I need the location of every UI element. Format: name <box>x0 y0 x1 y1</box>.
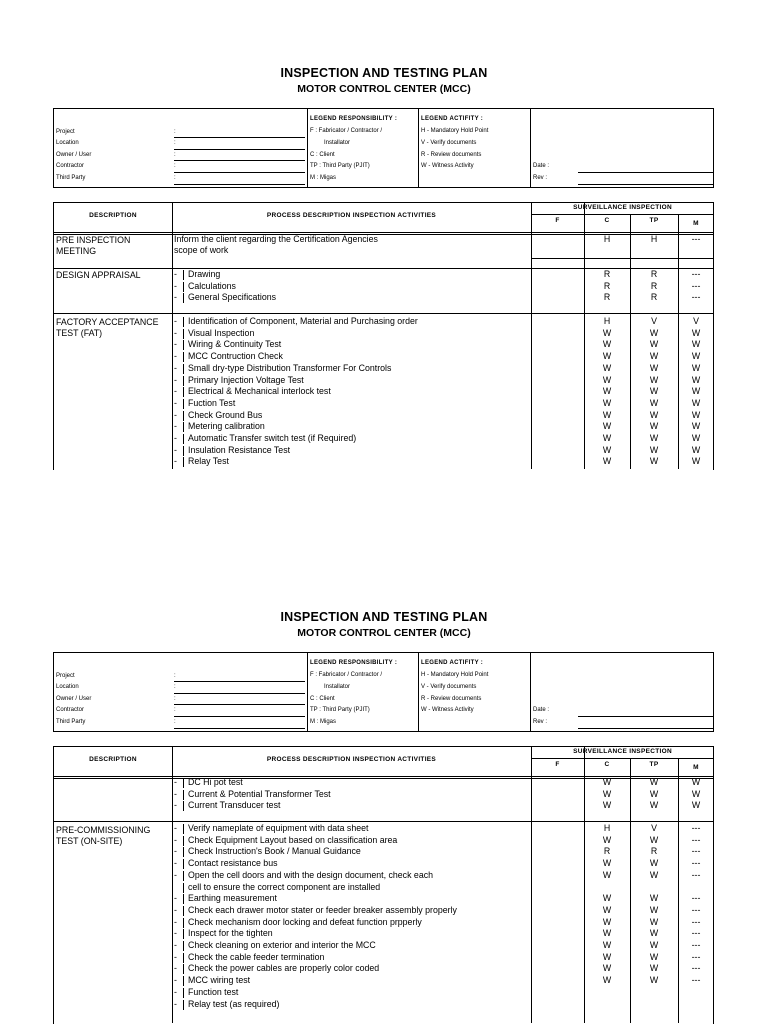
mark-c: W <box>602 397 612 408</box>
col-surveillance: SURVEILLANCE INSPECTION <box>573 204 672 211</box>
mark-tp: W <box>649 788 659 799</box>
activity-text: Check Equipment Layout based on classification area <box>188 834 398 845</box>
owner-label: Owner / User <box>56 696 92 702</box>
activity-row <box>174 375 304 387</box>
colon: : <box>174 719 176 725</box>
mark-tp: W <box>649 869 659 880</box>
legend-resp-item: Installator <box>324 140 351 146</box>
colon: : <box>174 684 176 690</box>
location-label: Location <box>56 684 79 690</box>
activity-text: Small dry-type Distribution Transformer For Controls <box>188 362 392 373</box>
rev-label: Rev : <box>533 719 548 725</box>
legend-act-item: V - Verify documents <box>421 684 477 690</box>
document-subtitle: MOTOR CONTROL CENTER (MCC) <box>297 83 471 95</box>
mark-tp: W <box>649 951 659 962</box>
activity-text: Wiring & Continuity Test <box>188 339 282 350</box>
mark-tp: V <box>651 823 657 833</box>
row-bullet: - <box>174 858 177 869</box>
row-bullet: - <box>174 386 177 397</box>
mark-c: W <box>602 362 612 373</box>
mark-m: --- <box>691 846 701 857</box>
section-description: DESIGN APPRAISAL <box>56 270 141 280</box>
activity-row <box>174 339 281 351</box>
date-label: Date : <box>533 163 550 169</box>
location-label: Location <box>56 140 79 146</box>
mark-c: W <box>602 339 612 350</box>
activity-text: Inspect for the tighten <box>188 928 273 939</box>
activity-row: scope of work <box>174 245 229 255</box>
row-bullet: - <box>174 893 177 904</box>
colon: : <box>174 707 176 713</box>
mark-m: --- <box>691 823 701 833</box>
activity-row: Inform the client regarding the Certification Agencies <box>174 234 378 244</box>
row-bullet: - <box>174 928 177 939</box>
activity-text: Contact resistance bus <box>188 858 278 869</box>
mark-c: W <box>602 858 612 869</box>
project-label: Project <box>56 129 75 135</box>
date-label: Date : <box>533 707 550 713</box>
activity-row <box>174 940 376 952</box>
activity-row <box>174 777 243 789</box>
mark-m: W <box>691 327 701 338</box>
activity-text: Check the cable feeder termination <box>188 951 325 962</box>
mark-m: --- <box>691 975 701 986</box>
mark-m: W <box>691 362 701 373</box>
legend-resp-item: TP : Third Party (PJIT) <box>310 707 370 713</box>
row-bullet: - <box>174 421 177 432</box>
activity-row <box>174 905 457 917</box>
row-bullet: - <box>174 327 177 338</box>
row-bullet: - <box>174 823 177 833</box>
mark-m: W <box>691 374 701 385</box>
activity-text: Check the power cables are properly color coded <box>188 963 380 974</box>
activity-text: Check each drawer motor stater or feeder breaker assembly properly <box>188 904 457 915</box>
activity-row <box>174 999 279 1011</box>
activity-row <box>174 917 422 929</box>
legend-resp-item: M : Migas <box>310 175 337 181</box>
row-bullet: - <box>174 292 177 303</box>
mark-c: W <box>602 869 612 880</box>
legend-act-item: W - Witness Activity <box>421 163 474 169</box>
legend-act-item: H - Mandatory Hold Point <box>421 128 489 134</box>
colon: : <box>174 696 176 702</box>
mark-tp: W <box>649 975 659 986</box>
mark-c: W <box>602 904 612 915</box>
mark-m: W <box>691 339 701 350</box>
row-bullet: - <box>174 788 177 799</box>
mark-c: R <box>603 846 611 857</box>
legend-responsibility-title: LEGEND RESPONSIBILITY : <box>310 660 398 666</box>
activity-text: Open the cell doors and with the design document, check each <box>188 869 433 880</box>
legend-act-item: V - Verify documents <box>421 140 477 146</box>
mark-c: W <box>602 421 612 432</box>
document-subtitle: MOTOR CONTROL CENTER (MCC) <box>297 627 471 639</box>
row-bullet: - <box>174 269 177 279</box>
row-bullet: - <box>174 397 177 408</box>
mark-c: W <box>602 777 612 787</box>
mark-c: W <box>602 444 612 455</box>
row-bullet: - <box>174 846 177 857</box>
activity-row <box>174 433 356 445</box>
mark-tp: W <box>649 777 659 787</box>
legend-act-item: H - Mandatory Hold Point <box>421 672 489 678</box>
col-tp: TP <box>649 761 659 768</box>
owner-label: Owner / User <box>56 152 92 158</box>
row-bullet: - <box>174 940 177 950</box>
activity-row <box>174 316 418 328</box>
row-bullet: - <box>174 998 177 1009</box>
row-bullet: - <box>174 951 177 962</box>
legend-resp-item: C : Client <box>310 696 335 702</box>
mark-m: V <box>693 316 699 326</box>
mark-c: H <box>603 234 611 244</box>
mark-m: W <box>691 351 701 362</box>
contractor-label: Contractor <box>56 163 85 169</box>
activity-text: Relay Test <box>188 456 229 467</box>
section-description: PRE INSPECTION MEETING <box>56 235 131 256</box>
mark-m: --- <box>691 292 701 303</box>
activity-text: Identification of Component, Material and Purchasing order <box>188 316 418 326</box>
mark-c: W <box>602 327 612 338</box>
activity-row <box>174 858 277 870</box>
col-m: M <box>693 764 699 771</box>
mark-tp: W <box>649 916 659 927</box>
activity-text: Fuction Test <box>188 397 236 408</box>
mark-tp: W <box>649 351 659 362</box>
col-process: PROCESS DESCRIPTION INSPECTION ACTIVITIES <box>266 212 437 219</box>
activity-text: Earthing measurement <box>188 893 277 904</box>
mark-c: W <box>602 951 612 962</box>
activity-text: DC Hi pot test <box>188 777 243 787</box>
activity-text: General Specifications <box>188 292 277 303</box>
activity-text: Relay test (as required) <box>188 998 280 1009</box>
mark-m: W <box>691 397 701 408</box>
row-bullet: - <box>174 834 177 845</box>
contractor-label: Contractor <box>56 707 85 713</box>
activity-text: cell to ensure the correct component are installed <box>188 881 381 892</box>
mark-c: W <box>602 893 612 904</box>
mark-tp: W <box>649 456 659 467</box>
row-bullet: - <box>174 374 177 385</box>
third-party-label: Third Party <box>56 175 86 181</box>
activity-row <box>174 882 380 894</box>
legend-resp-item: F : Fabricator / Contractor / <box>310 128 383 134</box>
mark-m: --- <box>691 269 701 279</box>
legend-resp-item: C : Client <box>310 152 335 158</box>
mark-c: W <box>602 975 612 986</box>
activity-row <box>174 893 277 905</box>
activity-row <box>174 789 331 801</box>
activity-row <box>174 421 265 433</box>
col-f: F <box>555 761 560 768</box>
activity-text: Check cleaning on exterior and interior the MCC <box>188 940 376 950</box>
legend-activity-title: LEGEND ACTIFITY : <box>421 116 484 122</box>
mark-tp: W <box>649 800 659 811</box>
row-bullet: - <box>174 986 177 997</box>
mark-tp: W <box>649 893 659 904</box>
mark-c: W <box>602 928 612 939</box>
activity-text: MCC wiring test <box>188 975 251 986</box>
mark-tp: W <box>649 444 659 455</box>
mark-m: W <box>691 444 701 455</box>
mark-c: R <box>603 280 611 291</box>
mark-tp: R <box>650 280 658 291</box>
mark-m: --- <box>691 904 701 915</box>
row-bullet: - <box>174 963 177 974</box>
activity-text: Visual Inspection <box>188 327 255 338</box>
row-bullet: - <box>174 433 177 443</box>
mark-m: W <box>691 456 701 467</box>
mark-c: W <box>602 351 612 362</box>
header-block <box>53 108 714 188</box>
row-bullet: - <box>174 351 177 362</box>
row-bullet: - <box>174 362 177 373</box>
row-bullet: - <box>174 316 177 326</box>
mark-tp: W <box>649 397 659 408</box>
colon: : <box>174 152 176 158</box>
itp-table <box>53 746 714 1024</box>
activity-text: Metering calibration <box>188 421 265 432</box>
mark-m: W <box>691 409 701 420</box>
legend-resp-item: F : Fabricator / Contractor / <box>310 672 383 678</box>
mark-m: --- <box>691 928 701 939</box>
row-bullet: - <box>174 975 177 986</box>
activity-text: Calculations <box>188 280 236 291</box>
activity-row <box>174 975 250 987</box>
activity-text: Current & Potential Transformer Test <box>188 788 331 799</box>
mark-tp: W <box>649 339 659 350</box>
row-bullet: - <box>174 456 177 467</box>
legend-act-item: W - Witness Activity <box>421 707 474 713</box>
colon: : <box>174 163 176 169</box>
document-title: INSPECTION AND TESTING PLAN <box>280 610 488 624</box>
mark-c: W <box>602 834 612 845</box>
mark-c: W <box>602 433 612 443</box>
row-bullet: - <box>174 800 177 811</box>
itp-table <box>53 202 714 470</box>
activity-row <box>174 328 254 340</box>
legend-act-item: R - Review documents <box>421 152 482 158</box>
mark-m: W <box>691 788 701 799</box>
activity-row <box>174 351 283 363</box>
activity-row <box>174 386 331 398</box>
section-description: FACTORY ACCEPTANCE TEST (FAT) <box>56 317 159 338</box>
activity-row <box>174 870 433 882</box>
mark-m: W <box>691 800 701 811</box>
document-title: INSPECTION AND TESTING PLAN <box>280 66 488 80</box>
col-f: F <box>555 217 560 224</box>
mark-tp: W <box>649 834 659 845</box>
colon: : <box>174 175 176 181</box>
legend-resp-item: Installator <box>324 684 351 690</box>
activity-row <box>174 823 368 835</box>
mark-tp: W <box>649 904 659 915</box>
mark-c: W <box>602 374 612 385</box>
mark-m: --- <box>691 893 701 904</box>
col-description: DESCRIPTION <box>89 212 137 219</box>
activity-text: Check mechanism door locking and defeat function prpperly <box>188 916 422 927</box>
activity-text: Verify nameplate of equipment with data sheet <box>188 823 369 833</box>
col-surveillance: SURVEILLANCE INSPECTION <box>573 748 672 755</box>
mark-c: H <box>603 316 611 326</box>
mark-tp: W <box>649 963 659 974</box>
row-bullet: - <box>174 280 177 291</box>
row-bullet: - <box>174 904 177 915</box>
mark-m: --- <box>691 858 701 869</box>
mark-c: W <box>602 940 612 950</box>
mark-c: W <box>602 800 612 811</box>
activity-text: Check Ground Bus <box>188 409 263 420</box>
mark-m: W <box>691 421 701 432</box>
activity-row <box>174 292 276 304</box>
mark-c: W <box>602 916 612 927</box>
activity-text: Drawing <box>188 269 221 279</box>
activity-row <box>174 835 397 847</box>
mark-m: --- <box>691 834 701 845</box>
activity-text: Function test <box>188 986 239 997</box>
activity-text: Electrical & Mechanical interlock test <box>188 386 331 397</box>
mark-tp: W <box>649 374 659 385</box>
mark-m: --- <box>691 869 701 880</box>
mark-tp: W <box>649 421 659 432</box>
mark-c: W <box>602 386 612 397</box>
mark-tp: W <box>649 928 659 939</box>
row-bullet: - <box>174 339 177 350</box>
mark-tp: V <box>651 316 657 326</box>
mark-m: --- <box>691 940 701 950</box>
mark-tp: W <box>649 858 659 869</box>
colon: : <box>174 129 176 135</box>
mark-tp: W <box>649 386 659 397</box>
row-bullet: - <box>174 916 177 927</box>
mark-tp: W <box>649 940 659 950</box>
activity-row <box>174 952 324 964</box>
activity-text: Check Instruction's Book / Manual Guidance <box>188 846 361 857</box>
mark-tp: H <box>650 234 658 244</box>
activity-text: Automatic Transfer switch test (if Required) <box>188 433 357 443</box>
activity-text: Insulation Resistance Test <box>188 444 291 455</box>
col-c: C <box>604 761 610 768</box>
col-tp: TP <box>649 217 659 224</box>
activity-row <box>174 846 361 858</box>
mark-tp: W <box>649 327 659 338</box>
mark-m: W <box>691 433 701 443</box>
activity-row <box>174 269 220 281</box>
activity-text: Primary Injection Voltage Test <box>188 374 304 385</box>
mark-tp: W <box>649 433 659 443</box>
mark-c: W <box>602 963 612 974</box>
mark-m: --- <box>691 280 701 291</box>
mark-m: --- <box>691 963 701 974</box>
row-bullet: - <box>174 777 177 787</box>
activity-row <box>174 363 391 375</box>
legend-activity-title: LEGEND ACTIFITY : <box>421 660 484 666</box>
project-label: Project <box>56 673 75 679</box>
mark-m: --- <box>691 234 701 244</box>
third-party-label: Third Party <box>56 719 86 725</box>
col-process: PROCESS DESCRIPTION INSPECTION ACTIVITIES <box>266 756 437 763</box>
mark-c: R <box>603 269 611 279</box>
activity-row <box>174 445 290 457</box>
header-block <box>53 652 714 732</box>
activity-row <box>174 410 262 422</box>
activity-row <box>174 928 273 940</box>
mark-tp: W <box>649 409 659 420</box>
rev-label: Rev : <box>533 175 548 181</box>
legend-resp-item: TP : Third Party (PJIT) <box>310 163 370 169</box>
mark-m: W <box>691 777 701 787</box>
activity-row <box>174 800 280 812</box>
legend-act-item: R - Review documents <box>421 696 482 702</box>
legend-resp-item: M : Migas <box>310 719 337 725</box>
mark-tp: R <box>650 292 658 303</box>
legend-responsibility-title: LEGEND RESPONSIBILITY : <box>310 116 398 122</box>
activity-text: MCC Contruction Check <box>188 351 283 362</box>
mark-c: R <box>603 292 611 303</box>
row-bullet: - <box>174 444 177 455</box>
activity-text: Current Transducer test <box>188 800 281 811</box>
activity-row <box>174 963 379 975</box>
mark-c: W <box>602 409 612 420</box>
row-bullet: - <box>174 869 177 880</box>
mark-m: W <box>691 386 701 397</box>
mark-c: H <box>603 823 611 833</box>
mark-tp: R <box>650 269 658 279</box>
colon: : <box>174 673 176 679</box>
row-bullet: - <box>174 409 177 420</box>
colon: : <box>174 140 176 146</box>
mark-c: W <box>602 456 612 467</box>
mark-m: --- <box>691 916 701 927</box>
col-m: M <box>693 220 699 227</box>
col-c: C <box>604 217 610 224</box>
mark-tp: R <box>650 846 658 857</box>
section-description: PRE-COMMISSIONING TEST (ON-SITE) <box>56 825 151 846</box>
mark-m: --- <box>691 951 701 962</box>
mark-tp: W <box>649 362 659 373</box>
mark-c: W <box>602 788 612 799</box>
col-description: DESCRIPTION <box>89 756 137 763</box>
